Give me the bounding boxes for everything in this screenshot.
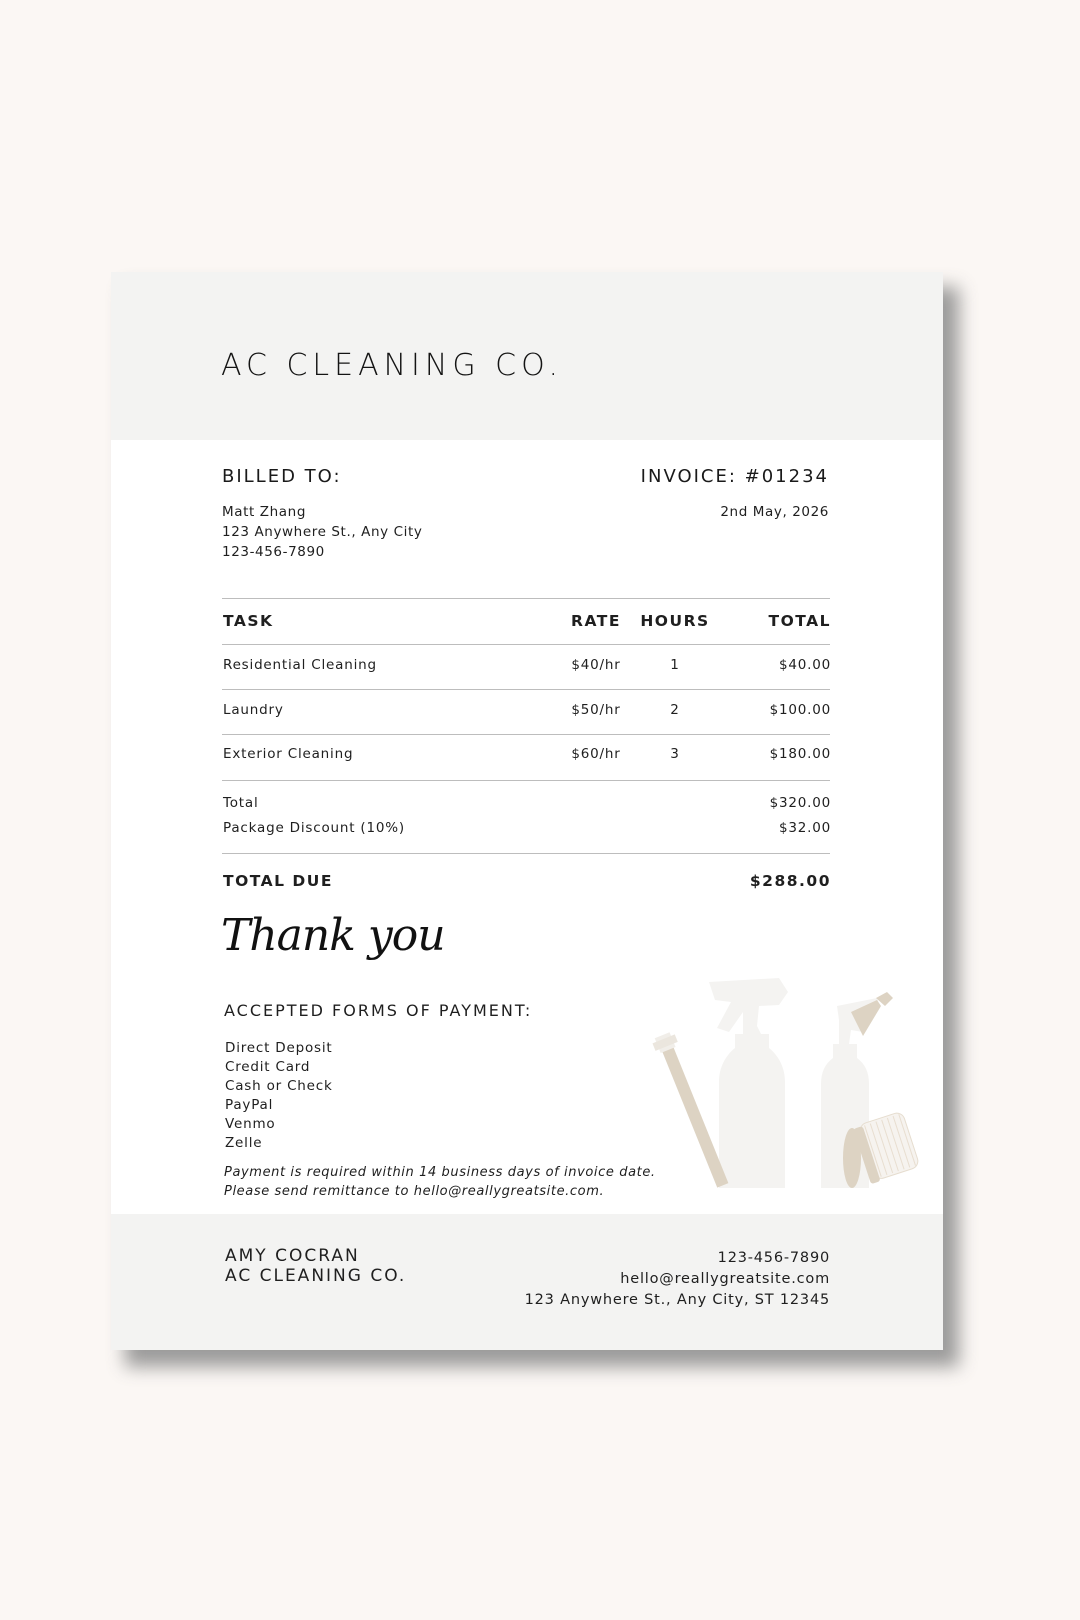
company-title: AC CLEANING CO. <box>221 348 564 383</box>
table-top-rule <box>222 598 830 599</box>
footer-address: 123 Anywhere St., Any City, ST 12345 <box>524 1292 830 1308</box>
list-item: Direct Deposit <box>225 1040 333 1056</box>
row-rate: $40/hr <box>571 657 621 673</box>
footer-phone: 123-456-7890 <box>717 1250 830 1266</box>
payment-methods-list <box>225 1039 333 1153</box>
invoice-number: INVOICE: #01234 <box>640 466 829 487</box>
column-header-hours: HOURS <box>640 612 710 630</box>
discount-value: $32.00 <box>778 820 831 836</box>
payment-note-line: Please send remittance to hello@reallygreatsite.com. <box>224 1184 605 1199</box>
table-row-rule <box>222 734 830 735</box>
invoice-sheet <box>111 272 943 1350</box>
total-due-label: TOTAL DUE <box>223 872 333 890</box>
list-item: Zelle <box>225 1135 263 1151</box>
footer-identity <box>225 1246 406 1286</box>
footer-email: hello@reallygreatsite.com <box>620 1271 830 1287</box>
list-item: PayPal <box>225 1097 274 1113</box>
column-header-total: TOTAL <box>768 612 831 630</box>
list-item: Cash or Check <box>225 1078 333 1094</box>
table-bottom-rule <box>222 780 830 781</box>
table-header-rule <box>222 644 830 645</box>
row-total: $180.00 <box>769 746 831 762</box>
payment-note-line: Payment is required within 14 business days of invoice date. <box>224 1165 656 1180</box>
list-item: Venmo <box>225 1116 276 1132</box>
row-hours: 2 <box>670 702 680 718</box>
discount-label: Package Discount (10%) <box>223 820 405 836</box>
row-task: Exterior Cleaning <box>223 746 354 762</box>
row-rate: $50/hr <box>571 702 621 718</box>
subtotal-label: Total <box>223 795 259 811</box>
client-address: 123 Anywhere St., Any City <box>222 524 423 540</box>
row-task: Residential Cleaning <box>223 657 377 673</box>
payment-note <box>224 1163 656 1201</box>
row-hours: 3 <box>670 746 680 762</box>
client-name: Matt Zhang <box>222 504 307 520</box>
footer-name: AMY COCRAN <box>225 1246 360 1266</box>
table-row-rule <box>222 689 830 690</box>
footer-company: AC CLEANING CO. <box>225 1266 407 1286</box>
row-total: $100.00 <box>769 702 831 718</box>
list-item: Credit Card <box>225 1059 311 1075</box>
row-hours: 1 <box>670 657 680 673</box>
row-total: $40.00 <box>778 657 831 673</box>
summary-rule <box>222 853 830 854</box>
cleaning-supplies-illustration <box>651 972 943 1232</box>
row-task: Laundry <box>223 702 284 718</box>
billed-to-details <box>222 502 422 562</box>
row-rate: $60/hr <box>571 746 621 762</box>
invoice-date: 2nd May, 2026 <box>720 504 829 520</box>
thank-you-script: Thank you <box>221 910 445 961</box>
total-due-value: $288.00 <box>749 872 831 890</box>
subtotal-value: $320.00 <box>769 795 831 811</box>
footer-contact <box>525 1248 830 1311</box>
billed-to-label: BILLED TO: <box>222 466 342 487</box>
client-phone: 123-456-7890 <box>222 544 325 560</box>
column-header-task: TASK <box>223 612 274 630</box>
payment-heading: ACCEPTED FORMS OF PAYMENT: <box>224 1001 533 1020</box>
column-header-rate: RATE <box>571 612 621 630</box>
